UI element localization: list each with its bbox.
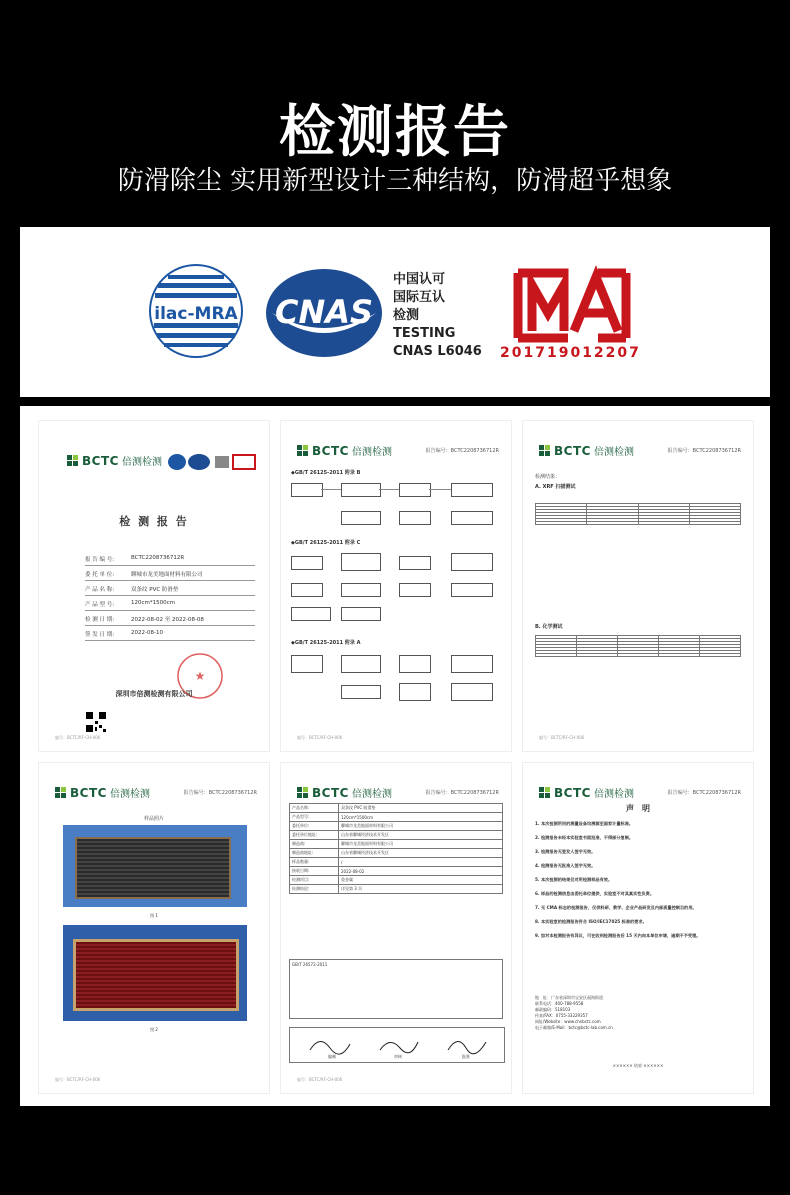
statement-item: 7. 无 CMA 标志的检测报告，仅供科研、教学、企业产品研发及内部质量控制目的用。 [535, 905, 697, 910]
info-value: 重金属 [339, 876, 503, 885]
bctc-brand-cn: 倍测检测 [593, 447, 634, 458]
flow-box [341, 511, 381, 525]
report-number: 报告编号：BCTC2208736712R [667, 448, 741, 454]
bctc-logo-icon [67, 455, 78, 466]
bctc-brand [297, 785, 392, 800]
stamp-org: 深圳市倍测检测有限公司 [115, 690, 193, 698]
cover-field-label: 签 发 日 期: [85, 632, 115, 638]
signature-box [289, 1027, 505, 1063]
cover-field-row [85, 553, 255, 566]
grey-mat [75, 837, 231, 899]
info-row [290, 867, 503, 876]
statement-item: 5. 本次检测的结果仅对所检测样品有效。 [535, 877, 613, 882]
cover-field-row [85, 568, 255, 581]
flow-section-a: ◆GB/T 26125-2011 附录 A [291, 640, 361, 646]
info-value: 山东省聊城经济技术开发区 [339, 849, 503, 858]
sample-photo-1 [63, 825, 247, 907]
info-row [290, 813, 503, 822]
flow-connector [429, 489, 451, 490]
xrf-heading: A. XRF 扫描测试 [535, 484, 576, 490]
bctc-brand [539, 785, 634, 800]
cover-field-row [85, 628, 255, 641]
cnas-text-line: TESTING [393, 326, 456, 341]
report-flowchart-page [280, 420, 512, 752]
standard-ref: GB/T 26572-2011 [292, 962, 328, 967]
flow-box [451, 511, 493, 525]
cnas-text [393, 271, 493, 361]
info-label: 委托单位: [290, 822, 339, 831]
page-footer: 编号：BCTC/RF-CH-006 [55, 735, 101, 740]
flow-box [451, 683, 493, 701]
info-label: 样品数量: [290, 858, 339, 867]
statement-items [535, 821, 741, 947]
bctc-brand-name: BCTC [312, 785, 349, 800]
flow-box [399, 483, 431, 497]
report-number: 报告编号：BCTC2208736712R [183, 790, 257, 796]
report-pages-area [20, 406, 770, 1106]
bctc-brand-cn: 倍测检测 [593, 789, 634, 800]
qr-code-icon [85, 711, 107, 733]
report-number: 报告编号：BCTC2208736712R [425, 448, 499, 454]
sign-label-3: 批准 [462, 1054, 470, 1059]
cover-field-value: 120cm*1500cm [131, 600, 176, 606]
statement-item: 2. 检测报告未经本实验室书面批准，不得部分复制。 [535, 835, 634, 840]
flow-box [291, 583, 323, 597]
flow-box [399, 655, 431, 673]
cover-field-label: 报 告 编 号: [85, 557, 115, 563]
xrf-result-table [535, 503, 741, 525]
cover-field-value: 聊城市龙美地面材料有限公司 [131, 572, 203, 578]
bctc-brand-name: BCTC [82, 453, 119, 468]
cover-field-value: 双条纹 PVC 防滑垫 [131, 587, 179, 593]
flow-box [341, 685, 381, 699]
report-results-page [522, 420, 754, 752]
info-table [289, 803, 503, 894]
cnas-text-line: 中国认可 [393, 272, 446, 287]
report-photos-page [38, 762, 270, 1094]
cover-field-row [85, 598, 255, 611]
flow-box [399, 583, 431, 597]
bctc-brand-cn: 倍测检测 [121, 457, 162, 468]
cover-field-label: 产 品 名 称: [85, 587, 115, 593]
cnas-text-line: CNAS L6046 [393, 344, 482, 359]
bctc-logo-icon [297, 445, 308, 456]
info-label: 检测结论: [290, 885, 339, 894]
page-subtitle: 防滑除尘 实用新型设计三种结构，防滑超乎想象 [117, 166, 673, 196]
red-mat [73, 939, 239, 1011]
flow-box [291, 607, 331, 621]
bctc-brand-cn: 倍测检测 [351, 789, 392, 800]
svg-text:ilac-MRA: ilac-MRA [154, 304, 238, 324]
statement-title: 声 明 [626, 804, 650, 813]
info-value: 120cm*1500cm [339, 813, 503, 822]
info-row [290, 804, 503, 813]
statement-item: 3. 检测报告无签发人签字无效。 [535, 849, 596, 854]
info-row [290, 858, 503, 867]
bctc-logo-icon [539, 787, 550, 798]
info-label: 检测项目: [290, 876, 339, 885]
bctc-brand-cn: 倍测检测 [109, 789, 150, 800]
info-row [290, 849, 503, 858]
info-value: 聊城市龙美地面材料有限公司 [339, 822, 503, 831]
chemical-result-table [535, 635, 741, 657]
page-footer: 编号：BCTC/RF-CH-006 [539, 735, 585, 740]
bctc-brand-name: BCTC [70, 785, 107, 800]
bctc-brand-name: BCTC [554, 443, 591, 458]
info-row [290, 876, 503, 885]
bctc-logo-icon [297, 787, 308, 798]
cover-field-label: 检 测 日 期: [85, 617, 115, 623]
statement-item: 8. 本实验室的检测报告符合 ISO/IEC17025 标准的要求。 [535, 919, 647, 924]
chemical-heading: B. 化学测试 [535, 624, 563, 630]
report-info-page [280, 762, 512, 1094]
contact-postal: 邮政编码：518103 [535, 1007, 571, 1012]
contact-web: 网址/Website：www.chnbctc.com [535, 1019, 601, 1024]
cma-number: 201719012207 [500, 345, 641, 361]
cover-fields [85, 553, 255, 643]
test-requirement-box [289, 959, 503, 1019]
flow-box [291, 556, 323, 570]
page-footer: 编号：BCTC/RF-CH-006 [55, 1077, 101, 1082]
end-mark: ×××××× 结束 ×××××× [612, 1063, 664, 1068]
mini-cert-logos [167, 453, 257, 471]
sign-label-2: 审核 [394, 1054, 402, 1059]
flow-box [341, 483, 381, 497]
photo-caption-1: 图 1 [150, 913, 158, 918]
flow-box [399, 683, 431, 701]
cover-field-label: 委 托 单 位: [85, 572, 115, 578]
statement-item: 1. 本次检测所用的测量设备均溯源至国家计量标准。 [535, 821, 634, 826]
contact-fax: 传真/FAX：0755-33229357 [535, 1013, 588, 1018]
flow-box [451, 583, 493, 597]
cover-field-row [85, 583, 255, 596]
results-heading: 检测结果： [535, 474, 561, 480]
flow-box [291, 655, 323, 673]
mini-logos-icon [167, 453, 257, 471]
page-footer: 编号：BCTC/RF-CH-006 [297, 1077, 343, 1082]
info-label: 产品名称: [290, 804, 339, 813]
flow-section-c: ◆GB/T 26125-2011 附录 C [291, 540, 361, 546]
photos-heading: 样品照片 [143, 816, 164, 822]
contact-info [535, 995, 741, 1031]
contact-email: 电子邮箱/E-Mail：bctc@bctc-lab.com.cn [535, 1025, 613, 1030]
sign-label-1: 编制 [328, 1054, 336, 1059]
bctc-brand-name: BCTC [554, 785, 591, 800]
flow-box [341, 607, 381, 621]
contact-address: 地 址：广东省深圳市宝安区福海街道 [535, 995, 603, 1000]
statement-item: 4. 检测报告无批准人签字无效。 [535, 863, 596, 868]
report-cover-page [38, 420, 270, 752]
info-value: 聊城市龙美地面材料有限公司 [339, 840, 503, 849]
cover-title: 检 测 报 告 [119, 515, 189, 528]
bctc-brand-name: BCTC [312, 443, 349, 458]
contact-tel: 联系电话：400-788-9558 [535, 1001, 584, 1006]
cnas-logo [264, 265, 384, 361]
photo-caption-2: 图 2 [150, 1027, 158, 1032]
info-value: / [339, 858, 503, 867]
report-number: 报告编号：BCTC2208736712R [425, 790, 499, 796]
ilac-mra-logo [148, 263, 244, 359]
flow-box [291, 483, 323, 497]
cover-field-value: BCTC2208736712R [131, 555, 185, 561]
info-label: 接收日期: [290, 867, 339, 876]
report-statement-page [522, 762, 754, 1094]
statement-item: 9. 如对本检测报告有异议，可在收到检测报告后 15 天内向本单位申请，逾期不予受理。 [535, 933, 701, 938]
report-number: 报告编号：BCTC2208736712R [667, 790, 741, 796]
info-value: 双条纹 PVC 防滑垫 [339, 804, 503, 813]
info-row [290, 840, 503, 849]
bctc-brand [55, 785, 150, 800]
info-label: 委托单位地址: [290, 831, 339, 840]
flow-connector [321, 489, 341, 490]
page-footer: 编号：BCTC/RF-CH-006 [297, 735, 343, 740]
bctc-brand [539, 443, 634, 458]
info-value: 山东省聊城经济技术开发区 [339, 831, 503, 840]
flow-box [399, 556, 431, 570]
info-row [290, 885, 503, 894]
info-label: 制造商: [290, 840, 339, 849]
flow-connector [379, 489, 399, 490]
flow-box [451, 483, 493, 497]
page-title: 检测报告 [279, 100, 511, 165]
cover-field-value: 2022-08-10 [131, 630, 163, 636]
info-row [290, 831, 503, 840]
flow-box [451, 553, 493, 571]
info-value: 详见第 3 页 [339, 885, 503, 894]
sample-photo-2 [63, 925, 247, 1021]
bctc-brand [297, 443, 392, 458]
info-value: 2022-08-02 [339, 867, 503, 876]
flow-section-b: ◆GB/T 26125-2011 附录 B [291, 470, 361, 476]
cnas-text-line: 检测 [393, 308, 420, 323]
flow-box [341, 583, 381, 597]
flow-box [451, 655, 493, 673]
cover-field-row [85, 613, 255, 626]
bctc-brand [67, 453, 162, 468]
info-label: 制造商地址: [290, 849, 339, 858]
cnas-text-line: 国际互认 [393, 290, 446, 305]
flow-box [341, 655, 381, 673]
svg-text:CNAS: CNAS [274, 293, 374, 331]
info-label: 产品型号: [290, 813, 339, 822]
cover-field-label: 产 品 型 号: [85, 602, 115, 608]
flow-box [399, 511, 431, 525]
flow-box [341, 553, 381, 571]
cover-field-value: 2022-08-02 至 2022-08-08 [131, 617, 204, 623]
statement-item: 6. 样品的检测信息由委托单位提供，实验室不对其真实性负责。 [535, 891, 655, 896]
info-row [290, 822, 503, 831]
certification-logo-band [20, 227, 770, 397]
bctc-logo-icon [539, 445, 550, 456]
bctc-brand-cn: 倍测检测 [351, 447, 392, 458]
bctc-logo-icon [55, 787, 66, 798]
svg-text:★: ★ [194, 669, 206, 683]
